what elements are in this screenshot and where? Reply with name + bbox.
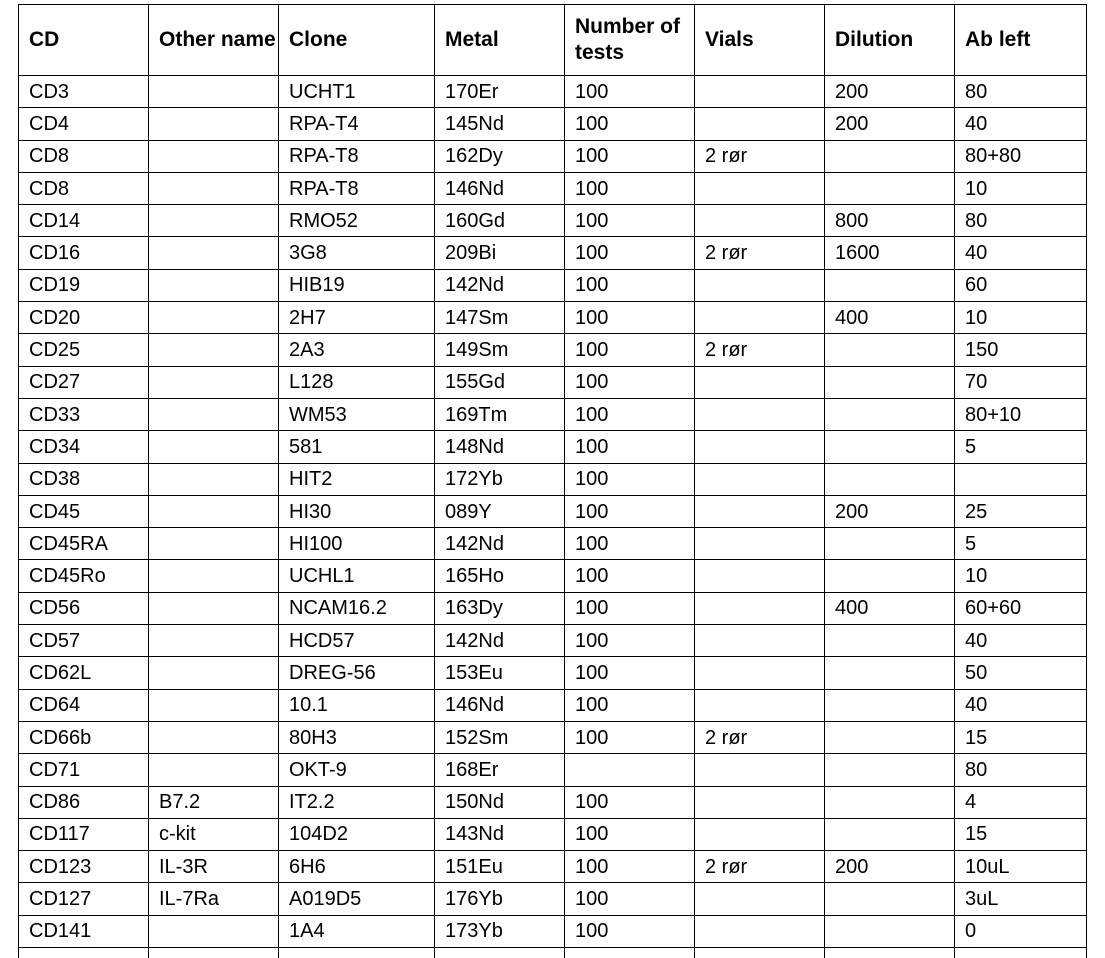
cell-clone: HIB19 xyxy=(279,269,435,301)
cell-clone: 80H3 xyxy=(279,721,435,753)
table-row xyxy=(19,754,1087,786)
cell-ab-left: 80 xyxy=(955,754,1087,786)
cell-ab-left: 10 xyxy=(955,172,1087,204)
cell-ab-left: 60 xyxy=(955,269,1087,301)
cell-clone: 2A3 xyxy=(279,334,435,366)
cell-dilution: 200 xyxy=(825,851,955,883)
cell-clone: 104D2 xyxy=(279,818,435,850)
cell-dilution: 800 xyxy=(825,205,955,237)
cell-cd: CD19 xyxy=(19,269,149,301)
cell-metal: 176Yb xyxy=(435,883,565,915)
table-row xyxy=(19,883,1087,915)
cell-other-name xyxy=(149,398,279,430)
cell-vials xyxy=(695,205,825,237)
cell-ab-left: 70 xyxy=(955,366,1087,398)
cell-empty xyxy=(955,948,1087,958)
cell-vials xyxy=(695,883,825,915)
table-row xyxy=(19,366,1087,398)
cell-ab-left: 10 xyxy=(955,302,1087,334)
cell-number-of-tests: 100 xyxy=(565,689,695,721)
cell-cd: CD117 xyxy=(19,818,149,850)
cell-vials xyxy=(695,398,825,430)
table-row xyxy=(19,237,1087,269)
cell-cd: CD123 xyxy=(19,851,149,883)
cell-number-of-tests: 100 xyxy=(565,625,695,657)
cell-dilution xyxy=(825,915,955,947)
cell-metal: 169Tm xyxy=(435,398,565,430)
cell-other-name xyxy=(149,528,279,560)
cell-ab-left: 3uL xyxy=(955,883,1087,915)
cell-ab-left: 80 xyxy=(955,205,1087,237)
cell-vials: 2 rør xyxy=(695,851,825,883)
cell-metal: 151Eu xyxy=(435,851,565,883)
cell-ab-left: 5 xyxy=(955,431,1087,463)
cell-other-name xyxy=(149,140,279,172)
cell-other-name xyxy=(149,108,279,140)
cell-metal: 142Nd xyxy=(435,625,565,657)
cell-ab-left: 15 xyxy=(955,721,1087,753)
header-dilution: Dilution xyxy=(825,5,955,76)
cell-number-of-tests: 100 xyxy=(565,592,695,624)
cell-number-of-tests: 100 xyxy=(565,172,695,204)
cell-clone: HIT2 xyxy=(279,463,435,495)
cell-cd: CD14 xyxy=(19,205,149,237)
cell-dilution xyxy=(825,689,955,721)
cell-cd: CD34 xyxy=(19,431,149,463)
table-row xyxy=(19,76,1087,108)
cell-metal: 150Nd xyxy=(435,786,565,818)
cell-other-name xyxy=(149,689,279,721)
cell-vials xyxy=(695,818,825,850)
cell-metal: 089Y xyxy=(435,495,565,527)
cell-dilution xyxy=(825,657,955,689)
cell-other-name xyxy=(149,657,279,689)
cell-clone: A019D5 xyxy=(279,883,435,915)
cell-number-of-tests xyxy=(565,754,695,786)
cell-clone: DREG-56 xyxy=(279,657,435,689)
table-row xyxy=(19,108,1087,140)
cell-number-of-tests: 100 xyxy=(565,334,695,366)
cell-number-of-tests: 100 xyxy=(565,721,695,753)
table-row xyxy=(19,334,1087,366)
cell-clone: 6H6 xyxy=(279,851,435,883)
cell-cd: CD25 xyxy=(19,334,149,366)
cell-other-name xyxy=(149,302,279,334)
header-vials: Vials xyxy=(695,5,825,76)
cell-ab-left: 15 xyxy=(955,818,1087,850)
cell-other-name: B7.2 xyxy=(149,786,279,818)
cell-other-name xyxy=(149,76,279,108)
cell-other-name xyxy=(149,754,279,786)
cell-dilution xyxy=(825,528,955,560)
header-row xyxy=(19,5,1087,76)
cell-other-name: IL-7Ra xyxy=(149,883,279,915)
table-row xyxy=(19,463,1087,495)
table-row xyxy=(19,528,1087,560)
cell-vials xyxy=(695,302,825,334)
cell-dilution xyxy=(825,818,955,850)
cell-vials xyxy=(695,269,825,301)
cell-dilution xyxy=(825,366,955,398)
cell-dilution: 1600 xyxy=(825,237,955,269)
cell-metal: 145Nd xyxy=(435,108,565,140)
cell-ab-left: 4 xyxy=(955,786,1087,818)
cell-cd: CD38 xyxy=(19,463,149,495)
cell-dilution: 200 xyxy=(825,108,955,140)
cell-cd: CD45Ro xyxy=(19,560,149,592)
cell-ab-left: 150 xyxy=(955,334,1087,366)
cell-ab-left: 60+60 xyxy=(955,592,1087,624)
cell-ab-left xyxy=(955,463,1087,495)
cell-clone: HCD57 xyxy=(279,625,435,657)
cell-number-of-tests: 100 xyxy=(565,205,695,237)
cell-number-of-tests: 100 xyxy=(565,140,695,172)
cell-cd: CD45RA xyxy=(19,528,149,560)
header-other-name: Other name xyxy=(149,5,279,76)
table-row xyxy=(19,269,1087,301)
table-row xyxy=(19,140,1087,172)
cell-empty xyxy=(435,948,565,958)
table-row xyxy=(19,818,1087,850)
header-cd: CD xyxy=(19,5,149,76)
cell-number-of-tests: 100 xyxy=(565,463,695,495)
cell-clone: WM53 xyxy=(279,398,435,430)
cell-dilution xyxy=(825,721,955,753)
cell-number-of-tests: 100 xyxy=(565,237,695,269)
cell-metal: 146Nd xyxy=(435,689,565,721)
cell-ab-left: 80+10 xyxy=(955,398,1087,430)
cell-clone: L128 xyxy=(279,366,435,398)
cell-clone: 10.1 xyxy=(279,689,435,721)
cell-vials xyxy=(695,463,825,495)
cell-number-of-tests: 100 xyxy=(565,302,695,334)
cell-metal: 155Gd xyxy=(435,366,565,398)
cell-cd: CD8 xyxy=(19,140,149,172)
cell-cd: CD4 xyxy=(19,108,149,140)
cell-vials xyxy=(695,431,825,463)
cell-ab-left: 0 xyxy=(955,915,1087,947)
table-row xyxy=(19,431,1087,463)
cell-cd: CD86 xyxy=(19,786,149,818)
cell-number-of-tests: 100 xyxy=(565,108,695,140)
cell-metal: 149Sm xyxy=(435,334,565,366)
cell-other-name xyxy=(149,560,279,592)
cell-metal: 148Nd xyxy=(435,431,565,463)
cell-other-name xyxy=(149,625,279,657)
cell-cd: CD64 xyxy=(19,689,149,721)
cell-cd: CD20 xyxy=(19,302,149,334)
cell-vials xyxy=(695,495,825,527)
cell-other-name xyxy=(149,334,279,366)
table-body xyxy=(19,76,1087,958)
cell-cd: CD71 xyxy=(19,754,149,786)
cell-cd: CD45 xyxy=(19,495,149,527)
cell-cd: CD56 xyxy=(19,592,149,624)
cell-metal: 165Ho xyxy=(435,560,565,592)
cell-dilution xyxy=(825,786,955,818)
table-row xyxy=(19,915,1087,947)
cell-ab-left: 40 xyxy=(955,689,1087,721)
cell-cd: CD62L xyxy=(19,657,149,689)
cell-metal: 152Sm xyxy=(435,721,565,753)
cell-cd: CD3 xyxy=(19,76,149,108)
cell-vials xyxy=(695,366,825,398)
cell-vials xyxy=(695,657,825,689)
table-row xyxy=(19,302,1087,334)
cell-dilution: 400 xyxy=(825,592,955,624)
cell-number-of-tests: 100 xyxy=(565,495,695,527)
cell-metal: 168Er xyxy=(435,754,565,786)
antibody-table-container xyxy=(18,4,1087,958)
cell-ab-left: 40 xyxy=(955,108,1087,140)
cell-vials xyxy=(695,786,825,818)
table-row xyxy=(19,689,1087,721)
cell-vials xyxy=(695,915,825,947)
cell-ab-left: 40 xyxy=(955,625,1087,657)
cell-clone: HI30 xyxy=(279,495,435,527)
cell-vials xyxy=(695,689,825,721)
cell-clone: RMO52 xyxy=(279,205,435,237)
cell-other-name xyxy=(149,463,279,495)
cell-metal: 162Dy xyxy=(435,140,565,172)
cell-clone: 3G8 xyxy=(279,237,435,269)
cell-metal: 143Nd xyxy=(435,818,565,850)
header-number-of-tests: Number of tests xyxy=(565,5,695,76)
cell-vials: 2 rør xyxy=(695,334,825,366)
table-row-cut-off xyxy=(19,948,1087,958)
cell-dilution xyxy=(825,431,955,463)
cell-clone: NCAM16.2 xyxy=(279,592,435,624)
cell-number-of-tests: 100 xyxy=(565,818,695,850)
cell-cd: CD16 xyxy=(19,237,149,269)
cell-ab-left: 10 xyxy=(955,560,1087,592)
cell-dilution: 200 xyxy=(825,495,955,527)
cell-dilution xyxy=(825,883,955,915)
cell-dilution xyxy=(825,463,955,495)
cell-dilution xyxy=(825,560,955,592)
cell-metal: 153Eu xyxy=(435,657,565,689)
cell-clone: HI100 xyxy=(279,528,435,560)
table-row xyxy=(19,786,1087,818)
cell-number-of-tests: 100 xyxy=(565,528,695,560)
cell-ab-left: 80+80 xyxy=(955,140,1087,172)
cell-empty xyxy=(279,948,435,958)
cell-other-name xyxy=(149,205,279,237)
cell-empty xyxy=(19,948,149,958)
header-metal: Metal xyxy=(435,5,565,76)
cell-number-of-tests: 100 xyxy=(565,398,695,430)
cell-ab-left: 25 xyxy=(955,495,1087,527)
cell-vials xyxy=(695,528,825,560)
cell-cd: CD27 xyxy=(19,366,149,398)
cell-other-name xyxy=(149,592,279,624)
cell-other-name xyxy=(149,431,279,463)
cell-metal: 147Sm xyxy=(435,302,565,334)
cell-ab-left: 50 xyxy=(955,657,1087,689)
cell-vials: 2 rør xyxy=(695,140,825,172)
table-row xyxy=(19,172,1087,204)
cell-clone: UCHT1 xyxy=(279,76,435,108)
cell-metal: 173Yb xyxy=(435,915,565,947)
cell-other-name: IL-3R xyxy=(149,851,279,883)
cell-vials xyxy=(695,560,825,592)
header-clone: Clone xyxy=(279,5,435,76)
cell-ab-left: 5 xyxy=(955,528,1087,560)
cell-vials xyxy=(695,754,825,786)
cell-other-name xyxy=(149,366,279,398)
cell-number-of-tests: 100 xyxy=(565,431,695,463)
cell-clone: RPA-T8 xyxy=(279,140,435,172)
table-row xyxy=(19,560,1087,592)
cell-empty xyxy=(825,948,955,958)
cell-clone: OKT-9 xyxy=(279,754,435,786)
cell-vials xyxy=(695,76,825,108)
cell-dilution xyxy=(825,754,955,786)
cell-clone: 1A4 xyxy=(279,915,435,947)
cell-cd: CD33 xyxy=(19,398,149,430)
cell-other-name xyxy=(149,721,279,753)
cell-dilution xyxy=(825,334,955,366)
cell-empty xyxy=(149,948,279,958)
table-row xyxy=(19,205,1087,237)
cell-number-of-tests: 100 xyxy=(565,366,695,398)
table-row xyxy=(19,851,1087,883)
cell-number-of-tests: 100 xyxy=(565,883,695,915)
cell-other-name xyxy=(149,172,279,204)
cell-metal: 160Gd xyxy=(435,205,565,237)
cell-dilution xyxy=(825,140,955,172)
cell-number-of-tests: 100 xyxy=(565,76,695,108)
cell-clone: RPA-T8 xyxy=(279,172,435,204)
cell-cd: CD66b xyxy=(19,721,149,753)
cell-dilution: 400 xyxy=(825,302,955,334)
table-row xyxy=(19,398,1087,430)
cell-vials xyxy=(695,172,825,204)
cell-ab-left: 10uL xyxy=(955,851,1087,883)
cell-number-of-tests: 100 xyxy=(565,786,695,818)
cell-other-name xyxy=(149,915,279,947)
cell-cd: CD57 xyxy=(19,625,149,657)
cell-number-of-tests: 100 xyxy=(565,269,695,301)
cell-vials xyxy=(695,592,825,624)
cell-dilution xyxy=(825,172,955,204)
cell-ab-left: 40 xyxy=(955,237,1087,269)
cell-empty xyxy=(565,948,695,958)
cell-cd: CD8 xyxy=(19,172,149,204)
cell-number-of-tests: 100 xyxy=(565,560,695,592)
table-row xyxy=(19,495,1087,527)
cell-clone: IT2.2 xyxy=(279,786,435,818)
cell-metal: 209Bi xyxy=(435,237,565,269)
cell-clone: 581 xyxy=(279,431,435,463)
cell-metal: 163Dy xyxy=(435,592,565,624)
table-row xyxy=(19,625,1087,657)
cell-vials: 2 rør xyxy=(695,237,825,269)
cell-empty xyxy=(695,948,825,958)
cell-number-of-tests: 100 xyxy=(565,915,695,947)
table-row xyxy=(19,592,1087,624)
cell-other-name xyxy=(149,495,279,527)
cell-dilution xyxy=(825,625,955,657)
cell-clone: 2H7 xyxy=(279,302,435,334)
cell-ab-left: 80 xyxy=(955,76,1087,108)
header-ab-left: Ab left xyxy=(955,5,1087,76)
antibody-panel-table xyxy=(18,4,1087,958)
cell-cd: CD127 xyxy=(19,883,149,915)
cell-dilution xyxy=(825,269,955,301)
cell-number-of-tests: 100 xyxy=(565,851,695,883)
table-row xyxy=(19,721,1087,753)
cell-dilution xyxy=(825,398,955,430)
cell-metal: 170Er xyxy=(435,76,565,108)
cell-other-name: c-kit xyxy=(149,818,279,850)
cell-vials xyxy=(695,625,825,657)
cell-metal: 172Yb xyxy=(435,463,565,495)
cell-metal: 142Nd xyxy=(435,528,565,560)
table-row xyxy=(19,657,1087,689)
cell-dilution: 200 xyxy=(825,76,955,108)
cell-clone: RPA-T4 xyxy=(279,108,435,140)
cell-metal: 142Nd xyxy=(435,269,565,301)
cell-other-name xyxy=(149,237,279,269)
cell-vials: 2 rør xyxy=(695,721,825,753)
cell-vials xyxy=(695,108,825,140)
cell-cd: CD141 xyxy=(19,915,149,947)
cell-other-name xyxy=(149,269,279,301)
cell-metal: 146Nd xyxy=(435,172,565,204)
cell-number-of-tests: 100 xyxy=(565,657,695,689)
cell-clone: UCHL1 xyxy=(279,560,435,592)
